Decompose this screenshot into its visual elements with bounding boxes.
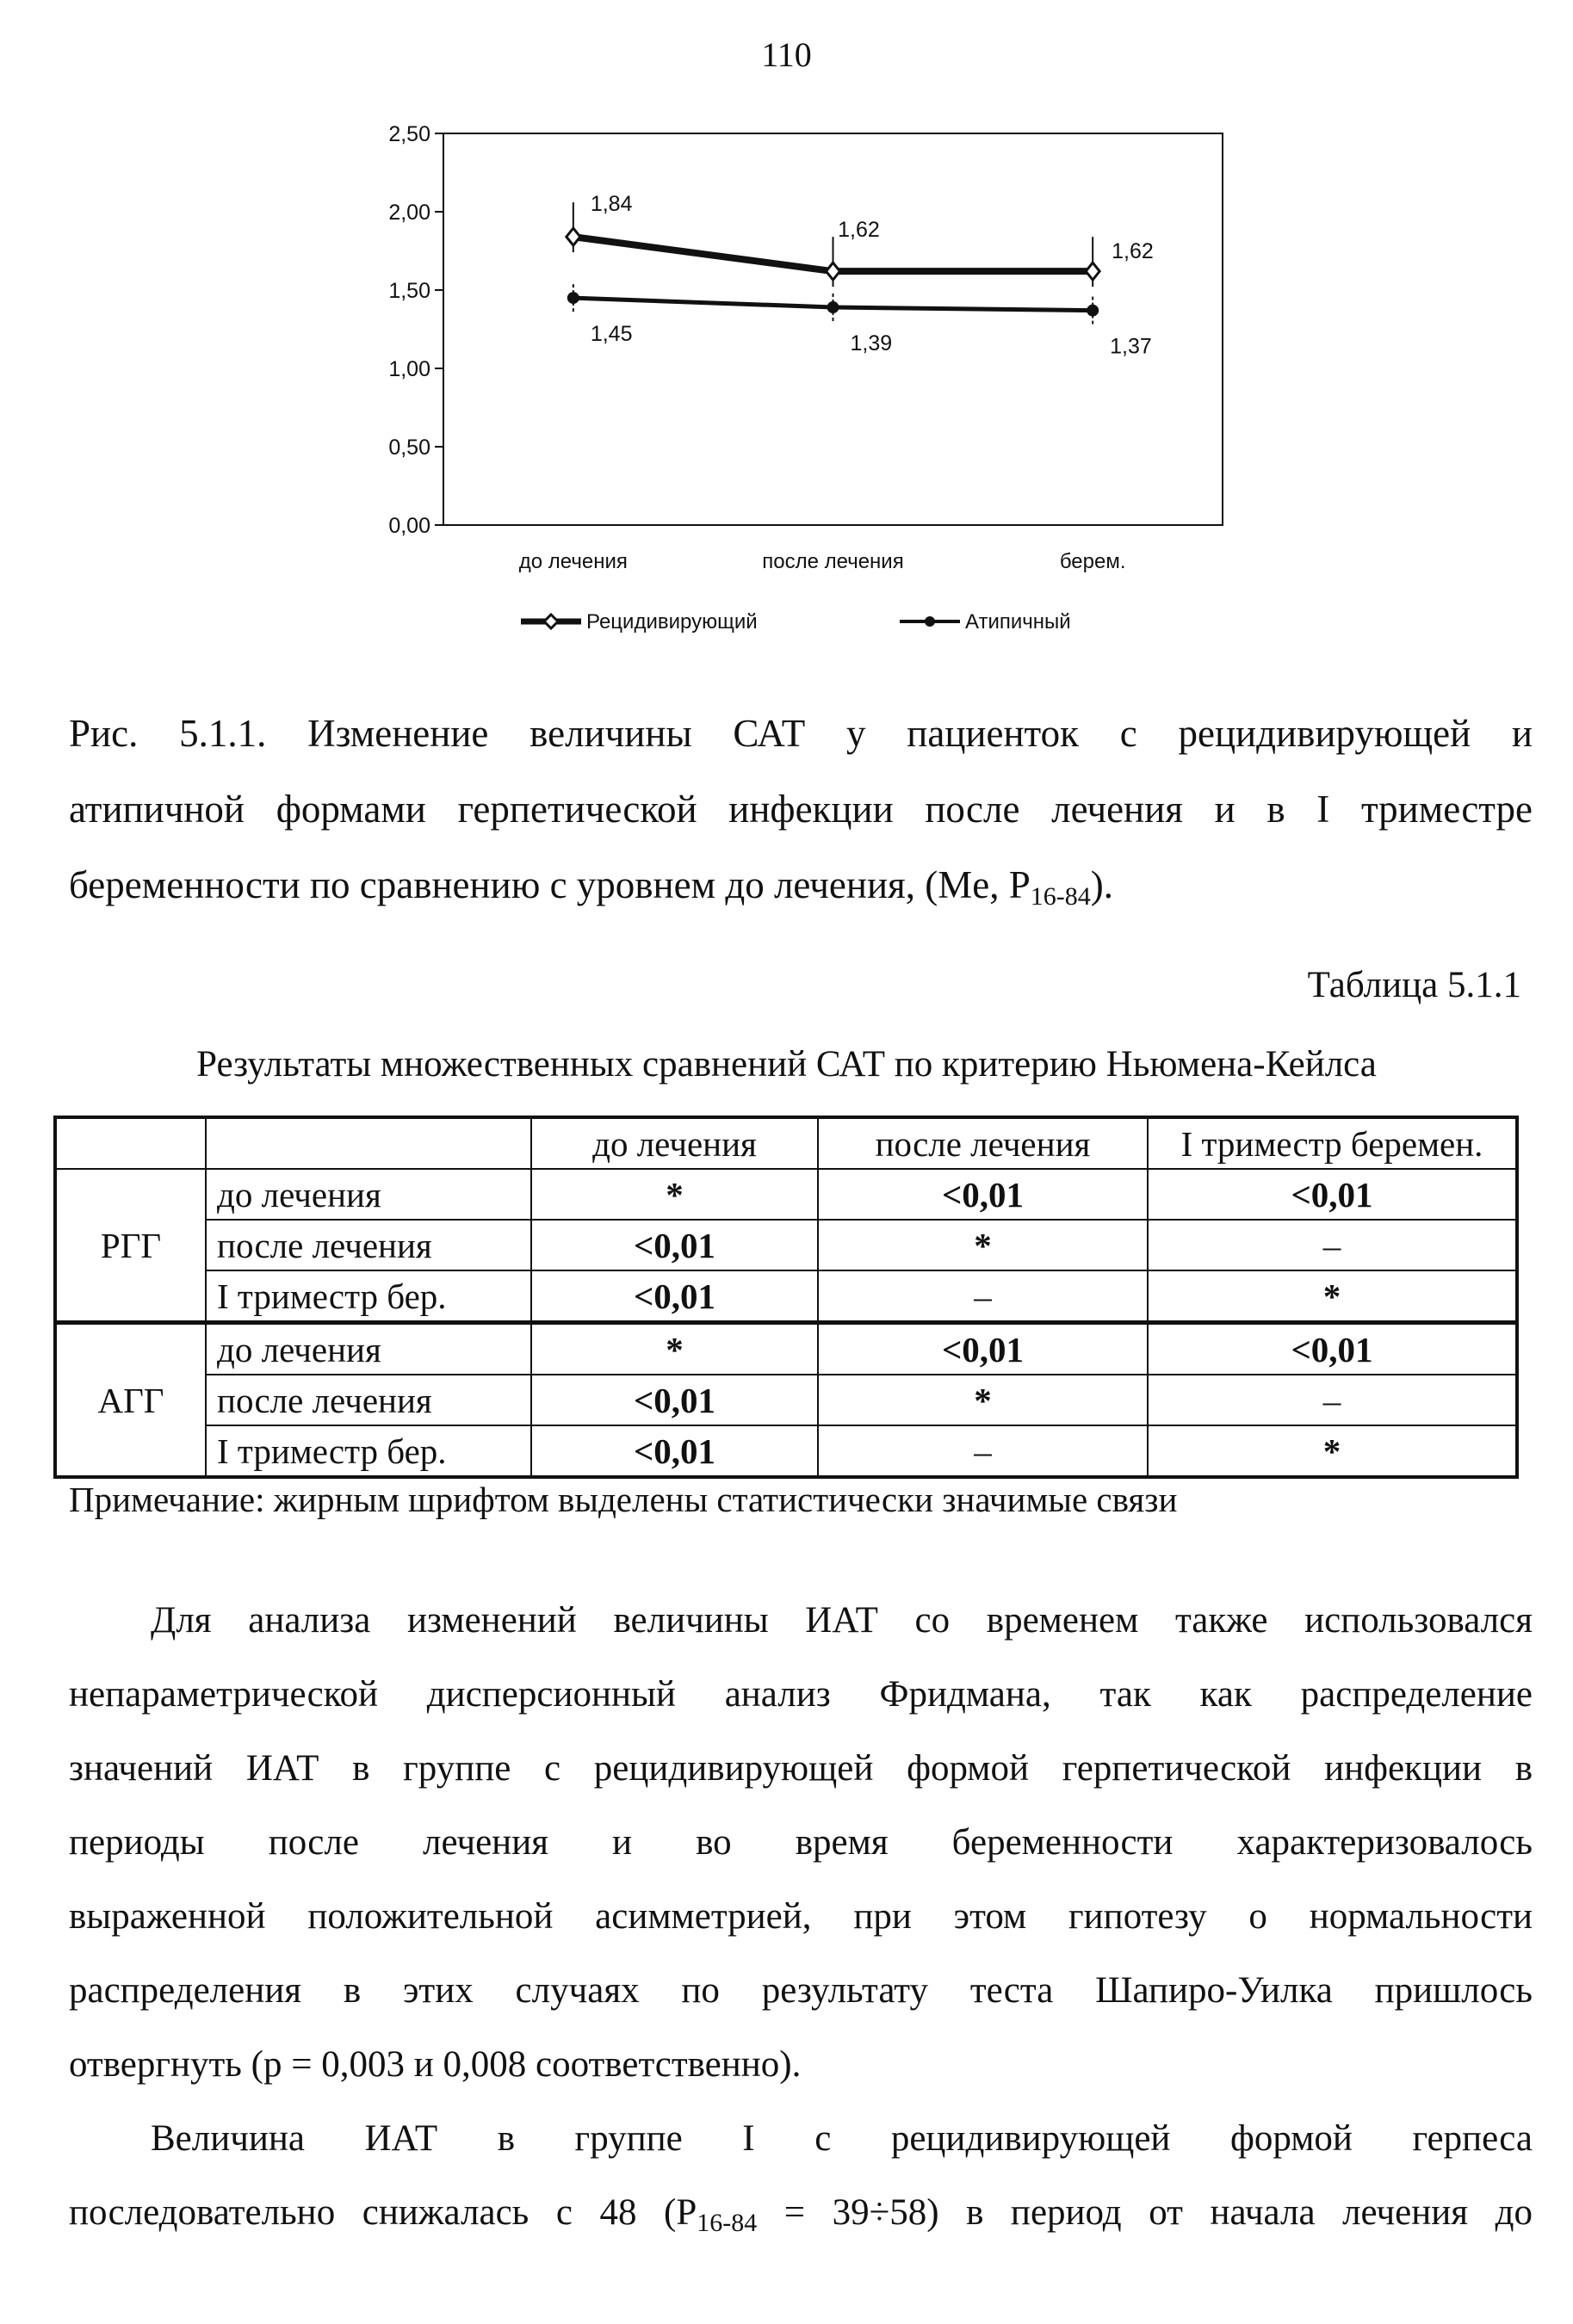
value-cell: – <box>818 1270 1148 1323</box>
paragraph-1 <box>69 1584 1533 2102</box>
header-cell <box>206 1117 531 1169</box>
table-title: Результаты множественных сравнений САТ по критерию Ньюмена-Кейлса <box>196 1044 1377 1085</box>
y-tick-label: 0,00 <box>388 514 430 538</box>
table-header-row <box>55 1117 1517 1169</box>
row-label-cell: до лечения <box>206 1323 531 1375</box>
data-point-diamond <box>567 228 580 245</box>
row-label-cell: I триместр бер. <box>206 1425 531 1477</box>
value-cell: <0,01 <box>1148 1169 1517 1220</box>
value-cell: * <box>531 1323 818 1375</box>
x-category-label: берем. <box>1059 550 1126 573</box>
paragraph-line: Для анализа изменений величины ИАТ со временем также использовался <box>151 1600 1533 1641</box>
page-number: 110 <box>761 35 812 74</box>
table-row <box>55 1220 1517 1270</box>
paragraph-line: отвергнуть (p = 0,003 и 0,008 соответственно). <box>69 2044 802 2085</box>
x-category-label: до лечения <box>518 550 628 573</box>
data-point-dot <box>1087 305 1099 317</box>
paragraph-line: распределения в этих случаях по результату теста Шапиро-Уилка пришлось <box>69 1970 1533 2011</box>
value-cell: <0,01 <box>531 1425 818 1477</box>
value-cell: – <box>1148 1220 1517 1270</box>
header-cell: до лечения <box>531 1117 818 1169</box>
value-cell: <0,01 <box>818 1323 1148 1375</box>
table-label: Таблица 5.1.1 <box>1307 965 1521 1005</box>
table-row <box>55 1375 1517 1425</box>
row-label-cell: до лечения <box>206 1169 531 1220</box>
data-point-dot <box>827 301 839 313</box>
table-row <box>55 1425 1517 1477</box>
paragraph-line: выраженной положительной асимметрией, при этом гипотезу о нормальности <box>69 1896 1533 1937</box>
data-label: 1,62 <box>1112 239 1154 264</box>
line-chart <box>362 116 1240 650</box>
paragraph-line: периоды после лечения и во время беременности характеризовалось <box>69 1822 1533 1863</box>
row-label-cell: после лечения <box>206 1220 531 1270</box>
data-label: 1,84 <box>590 192 633 217</box>
data-point-diamond <box>827 263 840 280</box>
paragraph-line: значений ИАТ в группе с рецидивирующей формой герпетической инфекции в <box>69 1748 1533 1789</box>
value-cell: – <box>1148 1375 1517 1425</box>
row-label-cell: I триместр бер. <box>206 1270 531 1323</box>
header-cell: после лечения <box>818 1117 1148 1169</box>
paragraph-line: непараметрической дисперсионный анализ Фридмана, так как распределение <box>69 1674 1533 1715</box>
y-tick-label: 0,50 <box>388 436 430 460</box>
table-row <box>55 1323 1517 1375</box>
x-category-label: после лечения <box>762 550 904 573</box>
value-cell: <0,01 <box>531 1220 818 1270</box>
data-label: 1,62 <box>838 218 880 243</box>
plot-frame <box>443 133 1223 525</box>
legend-label: Рецидивирующий <box>586 610 758 634</box>
header-cell <box>55 1117 206 1169</box>
legend-label: Атипичный <box>965 610 1071 634</box>
group-label-cell: РГГ <box>55 1169 206 1323</box>
value-cell: <0,01 <box>531 1270 818 1323</box>
caption-line-last: беременности по сравнению с уровнем до лечения, (Me, $P_{16-84}$). <box>69 863 1113 911</box>
data-point-dot <box>567 292 579 304</box>
figure-caption <box>69 695 1533 935</box>
paragraph-2 <box>69 2102 1533 2260</box>
caption-line: атипичной формами герпетической инфекции после лечения и в I триместре <box>69 788 1533 831</box>
paragraph-line: последовательно снижалась с 48 $(P_{16-84} = 39\div 58)$ в период от начала лечения до <box>69 2192 1533 2237</box>
y-tick-label: 2,50 <box>388 122 430 146</box>
results-table <box>53 1116 1519 1479</box>
data-label: 1,39 <box>850 331 893 356</box>
value-cell: – <box>818 1425 1148 1477</box>
paragraph-line: Величина ИАТ в группе I с рецидивирующей формой герпеса <box>151 2118 1533 2159</box>
value-cell: <0,01 <box>818 1169 1148 1220</box>
group-label-cell: АГГ <box>55 1323 206 1478</box>
value-cell: <0,01 <box>1148 1323 1517 1375</box>
value-cell: * <box>531 1169 818 1220</box>
table-body <box>55 1169 1517 1477</box>
caption-line: Рис. 5.1.1. Изменение величины САТ у пациенток с рецидивирующей и <box>69 712 1533 755</box>
value-cell: * <box>1148 1270 1517 1323</box>
table-row <box>55 1270 1517 1323</box>
value-cell: * <box>818 1375 1148 1425</box>
value-cell: * <box>818 1220 1148 1270</box>
legend-marker <box>925 616 935 627</box>
data-label: 1,45 <box>590 322 633 347</box>
table-note: Примечание: жирным шрифтом выделены статистически значимые связи <box>69 1480 1178 1519</box>
header-cell: I триместр беремен. <box>1148 1117 1517 1169</box>
row-label-cell: после лечения <box>206 1375 531 1425</box>
legend-marker <box>544 615 558 628</box>
y-tick-label: 1,00 <box>388 357 430 381</box>
value-cell: * <box>1148 1425 1517 1477</box>
y-tick-label: 2,00 <box>388 201 430 225</box>
data-label: 1,37 <box>1110 334 1152 359</box>
y-tick-label: 1,50 <box>388 279 430 303</box>
table-row <box>55 1169 1517 1220</box>
data-point-diamond <box>1086 263 1099 280</box>
value-cell: <0,01 <box>531 1375 818 1425</box>
